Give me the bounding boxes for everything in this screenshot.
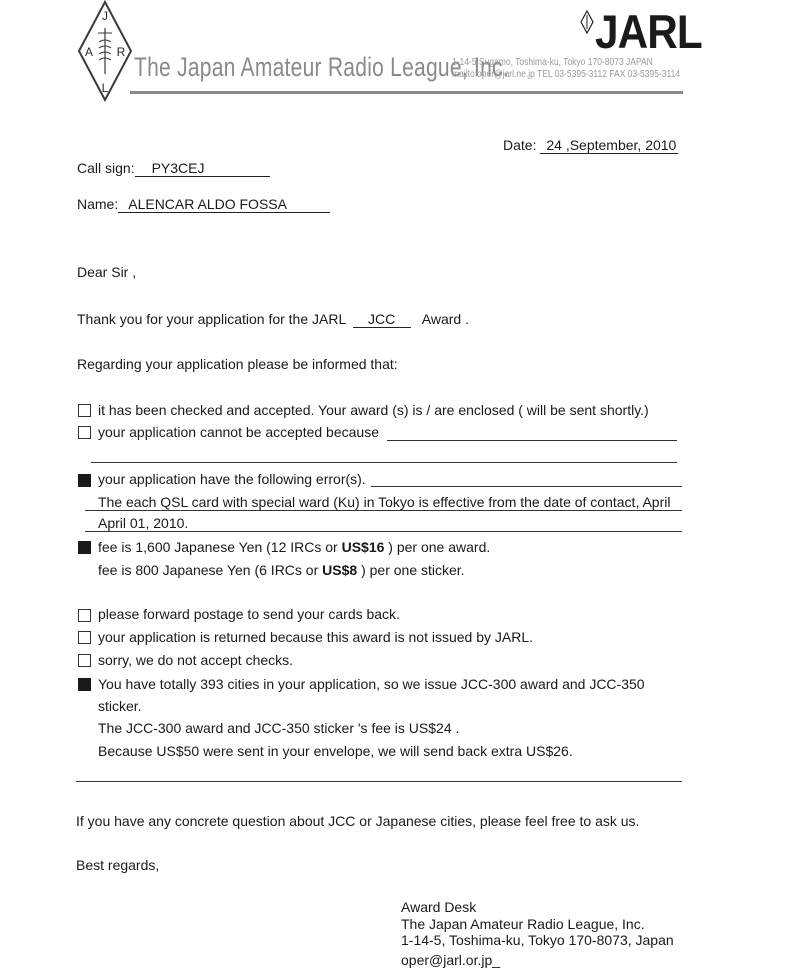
date-label: Date: xyxy=(503,137,537,153)
item-checks-text: sorry, we do not accept checks. xyxy=(98,652,294,668)
header-address xyxy=(452,57,680,81)
closing-line: Best regards, xyxy=(76,857,160,873)
signature-desk: Award Desk xyxy=(401,899,477,915)
jarl-brand-icon xyxy=(580,10,594,34)
jarl-diamond-logo xyxy=(77,0,133,102)
thanks-prefix: Thank you for your application for the JARL xyxy=(77,311,346,327)
callsign-line xyxy=(77,160,270,177)
date-value-text: 24 ,September, 2010 xyxy=(546,137,677,153)
total-line-2: sticker. xyxy=(98,698,142,714)
checkbox-accepted xyxy=(78,404,91,417)
award-name-text: JCC xyxy=(368,311,396,327)
checkbox-errors xyxy=(78,474,91,487)
thanks-line xyxy=(77,311,469,328)
errors-line xyxy=(371,486,682,487)
logo-letter-l: L xyxy=(101,81,109,95)
item-postage-text: please forward postage to send your cards back. xyxy=(98,606,400,622)
greeting: Dear Sir , xyxy=(77,264,137,280)
fee-sticker-line xyxy=(98,562,465,578)
total-line-4: Because US$50 were sent in your envelope, we will send back extra US$26. xyxy=(98,743,573,759)
fee-award-line xyxy=(98,539,490,555)
item-errors-text: your application have the following error(s). xyxy=(98,471,366,487)
date-value xyxy=(540,137,678,154)
fee-award-post: ) per one award. xyxy=(384,539,491,555)
checkbox-returned xyxy=(78,631,91,644)
not-accepted-reason-line-2 xyxy=(91,462,677,463)
regarding-line: Regarding your application please be informed that: xyxy=(77,356,398,372)
signature-org: The Japan Amateur Radio League, Inc. xyxy=(401,915,645,932)
fee-sticker-pre: fee is 800 Japanese Yen (6 IRCs or xyxy=(98,562,323,578)
checkbox-postage xyxy=(78,609,91,622)
checkbox-fee xyxy=(78,541,91,554)
name-value-text: ALENCAR ALDO FOSSA xyxy=(128,196,287,212)
total-line-1: You have totally 393 cities in your application, so we issue JCC-300 award and JCC-350 xyxy=(98,676,645,692)
signature-address: 1-14-5, Toshima-ku, Tokyo 170-8073, Japan xyxy=(401,932,674,948)
item-returned-text: your application is returned because this award is not issued by JARL. xyxy=(98,629,534,645)
org-title: The Japan Amateur Radio League, Inc. xyxy=(134,52,509,82)
fee-award-amount: US$16 xyxy=(341,539,385,555)
not-accepted-reason-line xyxy=(387,440,677,441)
item-accepted-text: it has been checked and accepted. Your award (s) is / are enclosed ( will be sent shortly.) xyxy=(98,402,649,418)
total-line-3: The JCC-300 award and JCC-350 sticker 's fee is US$24 . xyxy=(98,720,460,736)
error-detail-2-line xyxy=(85,531,682,532)
item-not-accepted-text: your application cannot be accepted because xyxy=(98,424,379,440)
name-label: Name: xyxy=(77,196,119,212)
header-address-line2: mailto:oper@jarl.ne.jp TEL 03-5395-3112 FAX 03-5395-3114 xyxy=(452,69,681,80)
fee-award-pre: fee is 1,600 Japanese Yen (12 IRCs or xyxy=(98,539,342,555)
callsign-value xyxy=(135,160,270,177)
jarl-brand: JARL xyxy=(595,5,702,58)
award-name xyxy=(353,311,411,328)
checkbox-not-accepted xyxy=(78,426,91,439)
fee-sticker-post: ) per one sticker. xyxy=(357,562,465,578)
signature-email: oper@jarl.or.jp_ xyxy=(401,951,501,968)
logo-letter-a: A xyxy=(84,45,94,59)
date-line xyxy=(503,137,678,154)
error-detail-2: April 01, 2010. xyxy=(98,515,189,531)
thanks-suffix: Award . xyxy=(421,311,469,327)
error-detail-1-line xyxy=(85,510,682,511)
header-address-line1: 1-14-5 Sugamo, Toshima-ku, Tokyo 170-8073 JAPAN xyxy=(452,57,653,68)
fee-sticker-amount: US$8 xyxy=(322,562,358,578)
section-divider xyxy=(76,781,682,782)
checkbox-checks xyxy=(78,654,91,667)
name-value xyxy=(118,196,330,213)
checkbox-total xyxy=(78,678,91,691)
question-line: If you have any concrete question about JCC or Japanese cities, please feel free to ask us. xyxy=(76,813,640,829)
signature-block xyxy=(401,899,674,968)
callsign-label: Call sign: xyxy=(77,160,135,176)
name-line xyxy=(77,196,330,213)
error-detail-1: The each QSL card with special ward (Ku) in Tokyo is effective from the date of contact, April xyxy=(98,494,671,510)
logo-letter-r: R xyxy=(116,45,126,59)
logo-letter-j: J xyxy=(102,9,108,23)
header-divider xyxy=(130,91,683,94)
callsign-value-text: PY3CEJ xyxy=(151,160,205,176)
